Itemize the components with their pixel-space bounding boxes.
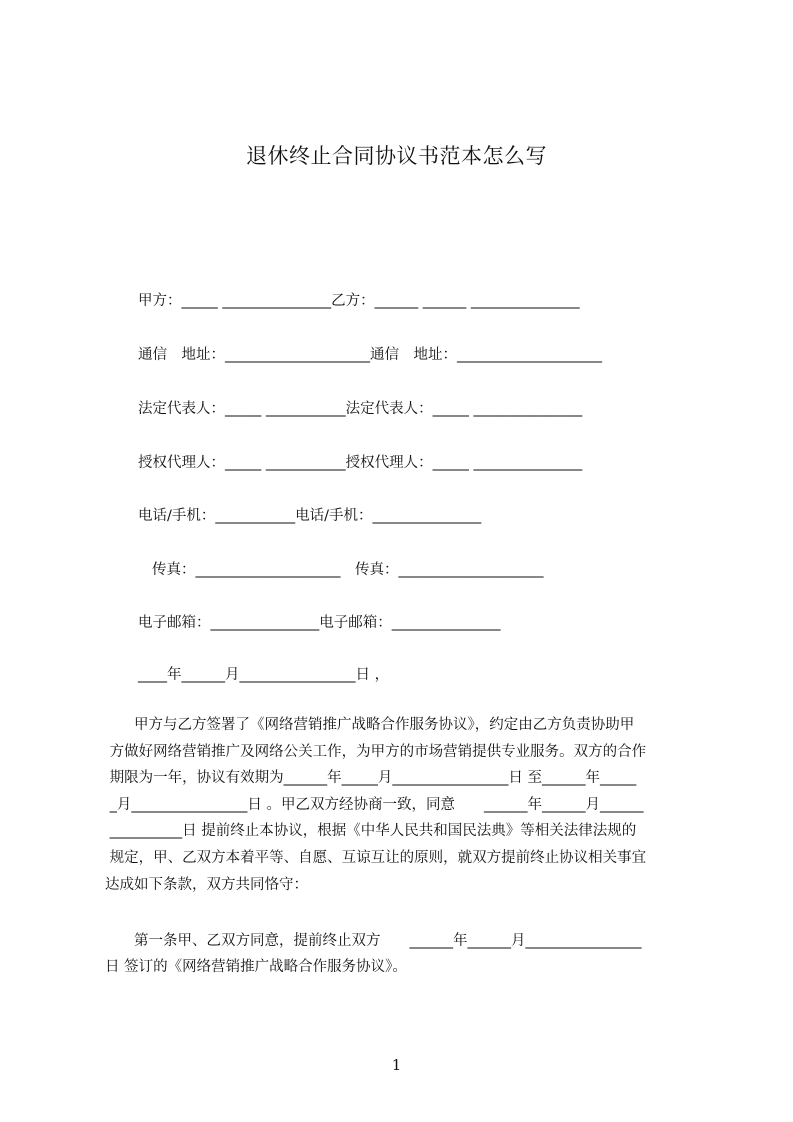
intro-paragraph-line: 规定，甲、乙双方本着平等、自愿、互谅互让的原则，就双方提前终止协议相关事宜 xyxy=(105,849,647,866)
date-line: ____年______月________________日 ， xyxy=(138,667,390,683)
clause-one-line: 第一条甲、乙双方同意，提前终止双方 ______年______月________________ xyxy=(105,933,642,949)
clause-one-line: 日 签订的《网络营销推广战略合作服务协议》。 xyxy=(105,959,407,975)
phone-line: 电话/手机：___________电话/手机：_______________ xyxy=(138,508,482,524)
email-line: 电子邮箱：_______________电子邮箱：_______________ xyxy=(138,615,501,631)
fax-line: 传真：____________________ 传真：____________________ xyxy=(152,562,544,578)
document-title: 退休终止合同协议书范本怎么写 xyxy=(246,144,547,168)
intro-paragraph xyxy=(105,712,700,898)
party-names-line: 甲方：_____ _______________乙方：______ ______ _______________ xyxy=(138,293,580,309)
intro-paragraph-line: _月________________日 。甲乙双方经协商一致，同意 ______年______月______ xyxy=(105,796,644,813)
intro-paragraph-line: 达成如下条款，双方共同恪守： xyxy=(105,876,308,893)
authorized-agent-line: 授权代理人：_____ ___________授权代理人：_____ _______________ xyxy=(138,455,583,471)
page-number: 1 xyxy=(391,1056,402,1074)
intro-paragraph-line: __________日 提前终止本协议，根据《中华人民共和国民法典》等相关法律法规的 xyxy=(105,823,637,840)
intro-paragraph-line: 期限为一年，协议有效期为______年_____月________________日 至______年_____ xyxy=(105,770,637,787)
address-line: 通信 地址：____________________通信 地址：____________________ xyxy=(138,347,602,363)
clause-one xyxy=(105,928,700,980)
legal-representative-line: 法定代表人：_____ ___________法定代表人：_____ _______________ xyxy=(138,401,583,417)
intro-paragraph-line: 方做好网络营销推广及网络公关工作，为甲方的市场营销提供专业服务。双方的合作 xyxy=(105,743,647,760)
intro-paragraph-line: 甲方与乙方签署了《网络营销推广战略合作服务协议》，约定由乙方负责协助甲 xyxy=(105,717,635,733)
